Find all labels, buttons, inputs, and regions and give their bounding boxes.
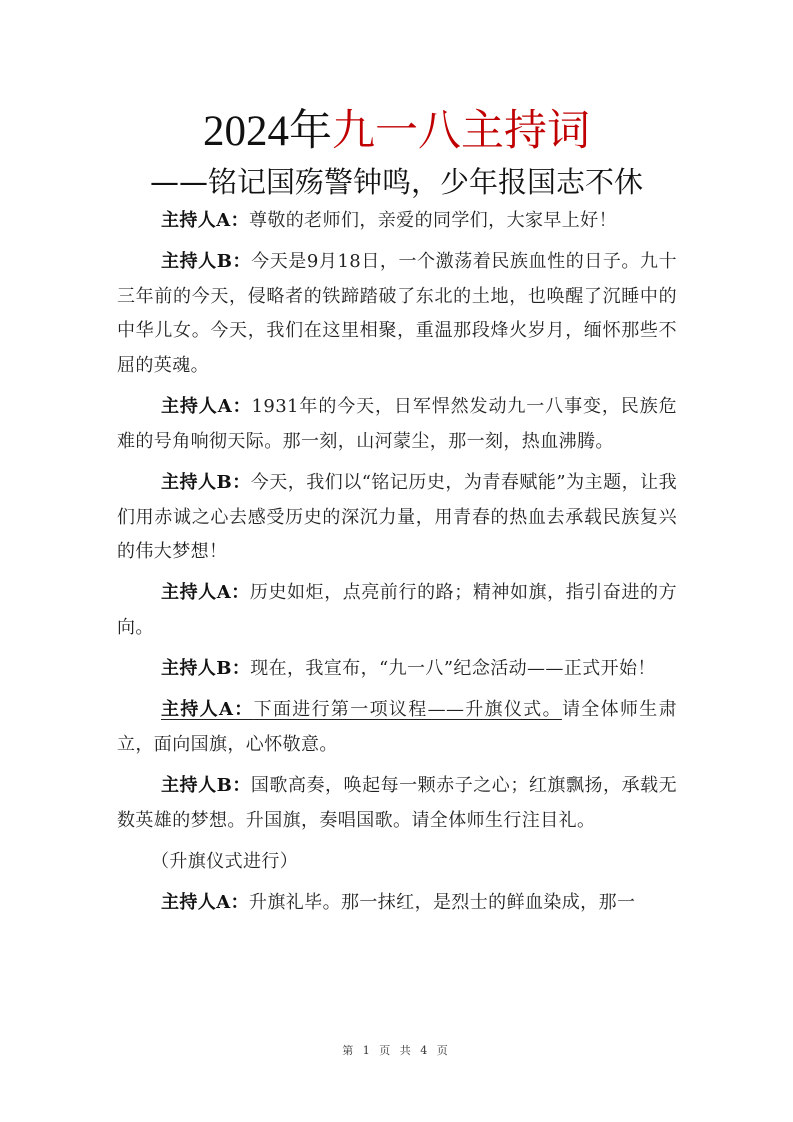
stage-direction [117, 845, 677, 880]
page-footer: 第 1 页 共 4 页 [342, 1044, 451, 1057]
paragraph-text: 现在，我宣布，“九一八”纪念活动——正式开始！ [250, 658, 656, 680]
paragraph-6 [117, 652, 677, 687]
paragraph-text: 升旗礼毕。那一抹红，是烈士的鲜血染成，那一 [248, 892, 636, 914]
speaker-label: 主持人A： [161, 210, 249, 231]
paragraph-text: 历史如炬，点亮前行的路；精神如旗，指引奋进的方向。 [117, 582, 678, 638]
stage-direction-text: （升旗仪式进行） [151, 850, 299, 872]
paragraph-4 [117, 466, 677, 570]
paragraph-5 [117, 576, 677, 645]
document-title [0, 104, 793, 159]
paragraph-7 [117, 693, 677, 762]
speaker-label: 主持人A： [161, 582, 250, 604]
paragraph-text: 1931年的今天，日军悍然发动九一八事变，民族危难的号角响彻天际。那一刻，山河蒙尘，那一刻，热血沸腾。 [117, 396, 677, 452]
document-subtitle: ——铭记国殇警钟鸣，少年报国志不休 [149, 165, 643, 199]
speaker-label: 主持人A： [161, 892, 249, 914]
speaker-label: 主持人A： [161, 699, 254, 721]
paragraph-3 [117, 390, 677, 459]
paragraph-2 [117, 245, 677, 383]
underlined-text: 下面进行第一项议程——升旗仪式。 [253, 699, 562, 721]
speaker-label: 主持人B： [161, 471, 251, 493]
paragraph-text: 请全体师生肃立，面向国旗，心怀敬意。 [117, 699, 677, 755]
title-highlight: 九一八主持词 [332, 106, 590, 156]
underlined-run [161, 699, 562, 720]
paragraph-text: 今天是9月18日，一个激荡着民族血性的日子。九十三年前的今天，侵略者的铁蹄踏破了东北的土地，也唤醒了沉睡中的中华儿女。今天，我们在这里相聚，重温那段烽火岁月，缅怀那些不屈的英魂。 [117, 251, 677, 376]
paragraph-1 [117, 204, 677, 239]
speaker-label: 主持人B： [161, 658, 251, 680]
speaker-label: 主持人B： [161, 251, 252, 273]
title-year: 2024年 [203, 108, 332, 155]
paragraph-8 [117, 769, 677, 838]
paragraph-text: 国歌高奏，唤起每一颗赤子之心；红旗飘扬，承载无数英雄的梦想。升国旗，奏唱国歌。请全体师生行注目礼。 [117, 775, 678, 831]
speaker-label: 主持人B： [161, 775, 251, 797]
paragraph-text: 尊敬的老师们，亲爱的同学们，大家早上好！ [248, 210, 617, 231]
paragraph-10 [117, 886, 677, 921]
speaker-label: 主持人A： [161, 396, 252, 418]
document-body [117, 204, 677, 927]
paragraph-text: 今天，我们以“铭记历史，为青春赋能”为主题，让我们用赤诚之心去感受历史的深沉力量，用青春的热血去承载民族复兴的伟大梦想！ [117, 471, 677, 563]
